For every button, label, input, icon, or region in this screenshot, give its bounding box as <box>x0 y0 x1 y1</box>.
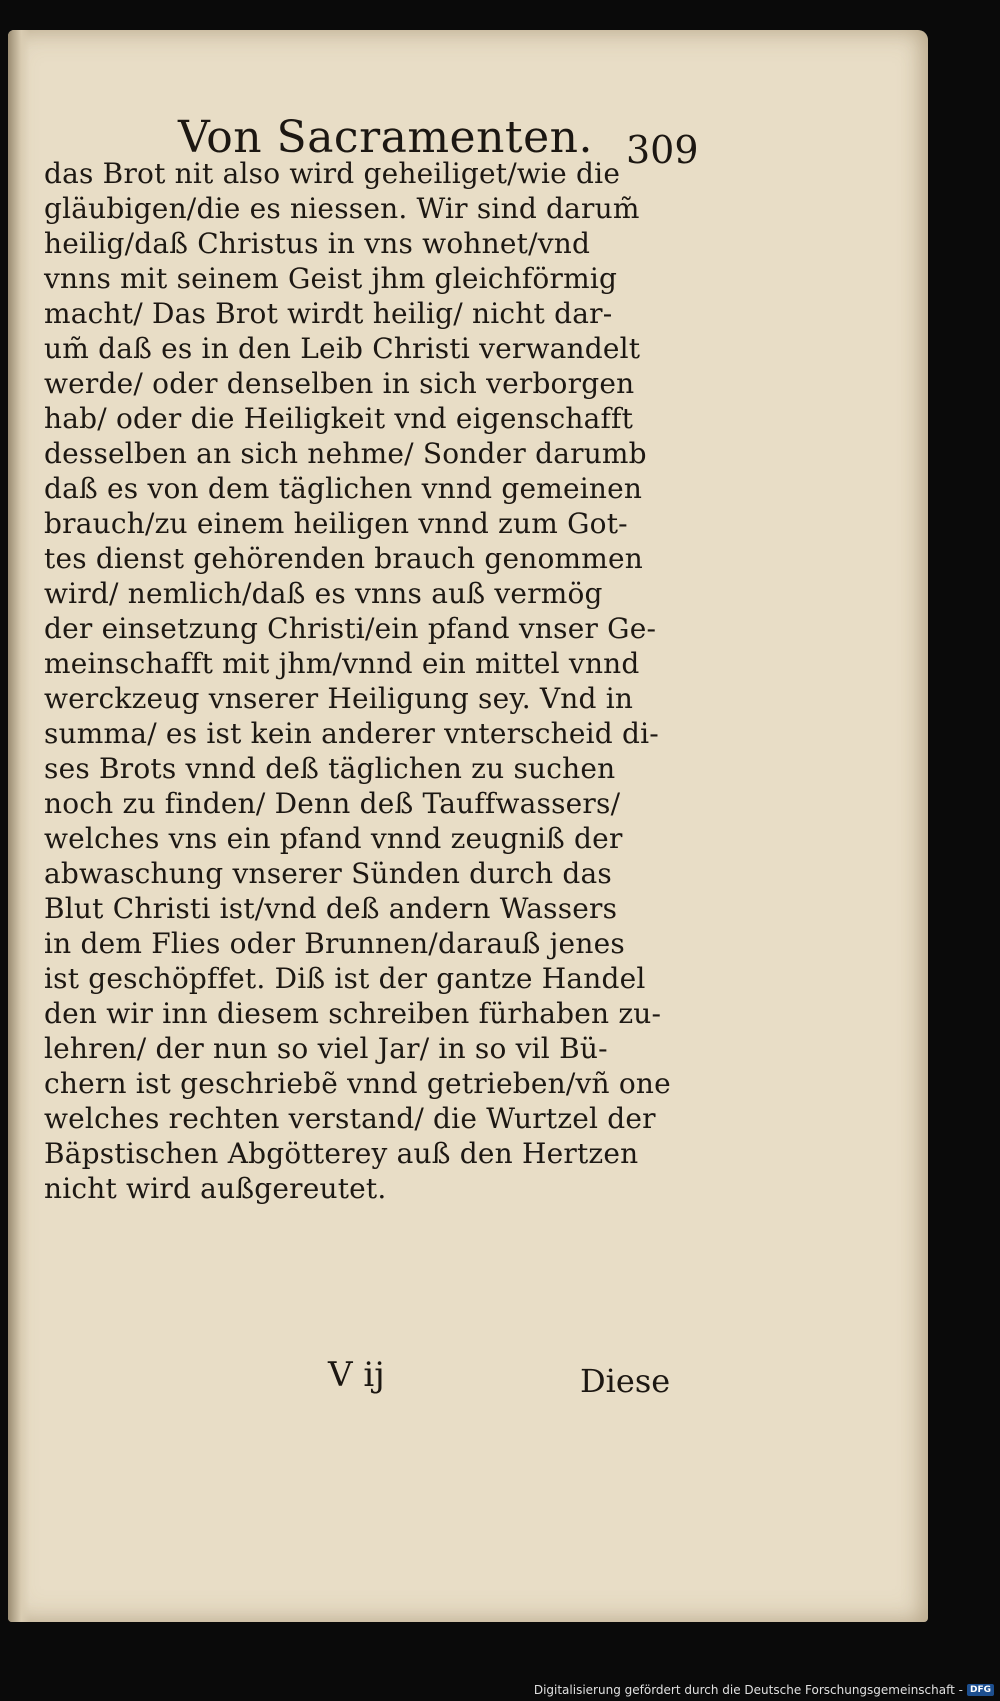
text-line: um̃ daß es in den Leib Christi verwandelt <box>44 332 641 365</box>
text-line: vnns mit seinem Geist jhm gleichförmig <box>44 262 618 295</box>
text-line: chern ist geschriebẽ vnnd getrieben/vñ one <box>44 1067 671 1100</box>
text-line: heilig/daß Christus in vns wohnet/vnd <box>44 227 591 260</box>
text-line: hab/ oder die Heiligkeit vnd eigenschafft <box>44 402 634 435</box>
text-line: summa/ es ist kein anderer vnterscheid di- <box>44 717 659 750</box>
text-line: der einsetzung Christi/ein pfand vnser Ge- <box>44 612 657 645</box>
signature-mark: V ij <box>328 1355 385 1395</box>
text-line: werde/ oder denselben in sich verborgen <box>44 367 635 400</box>
text-line: Blut Christi ist/vnd deß andern Wassers <box>44 892 618 925</box>
text-line: brauch/zu einem heiligen vnnd zum Got- <box>44 507 628 540</box>
running-head: Von Sacramenten. <box>178 112 593 163</box>
page-number: 309 <box>626 128 699 172</box>
text-line: nicht wird außgereutet. <box>44 1172 387 1205</box>
text-line: wird/ nemlich/daß es vnns auß vermög <box>44 577 603 610</box>
text-line: lehren/ der nun so viel Jar/ in so vil Bü- <box>44 1032 608 1065</box>
funding-credit-text: Digitalisierung gefördert durch die Deutsche Forschungsgemeinschaft - <box>533 1683 963 1697</box>
text-line: tes dienst gehörenden brauch genommen <box>44 542 644 575</box>
text-line: noch zu finden/ Denn deß Tauffwassers/ <box>44 787 621 820</box>
text-line: in dem Flies oder Brunnen/darauß jenes <box>44 927 625 960</box>
text-line: abwaschung vnserer Sünden durch das <box>44 857 612 890</box>
text-line: daß es von dem täglichen vnnd gemeinen <box>44 472 643 505</box>
page-gutter-edge <box>8 30 30 1622</box>
text-line: werckzeug vnserer Heiligung sey. Vnd in <box>44 682 634 715</box>
text-line: Bäpstischen Abgötterey auß den Hertzen <box>44 1137 639 1170</box>
text-line: das Brot nit also wird geheiliget/wie die <box>44 157 621 190</box>
text-line: macht/ Das Brot wirdt heilig/ nicht dar- <box>44 297 613 330</box>
text-line: desselben an sich nehme/ Sonder darumb <box>44 437 647 470</box>
text-line: welches rechten verstand/ die Wurtzel der <box>44 1102 656 1135</box>
text-line: gläubigen/die es niessen. Wir sind darum̃ <box>44 192 640 225</box>
text-line: welches vns ein pfand vnnd zeugniß der <box>44 822 623 855</box>
catchword: Diese <box>580 1362 671 1400</box>
funding-credit <box>534 1683 994 1697</box>
text-line: ist geschöpffet. Diß ist der gantze Handel <box>44 962 646 995</box>
text-line: meinschafft mit jhm/vnnd ein mittel vnnd <box>44 647 640 680</box>
text-line: ses Brots vnnd deß täglichen zu suchen <box>44 752 616 785</box>
text-line: den wir inn diesem schreiben fürhaben zu- <box>44 997 662 1030</box>
book-page <box>8 30 928 1622</box>
dfg-logo: DFG <box>967 1684 994 1696</box>
body-text <box>44 156 704 1206</box>
